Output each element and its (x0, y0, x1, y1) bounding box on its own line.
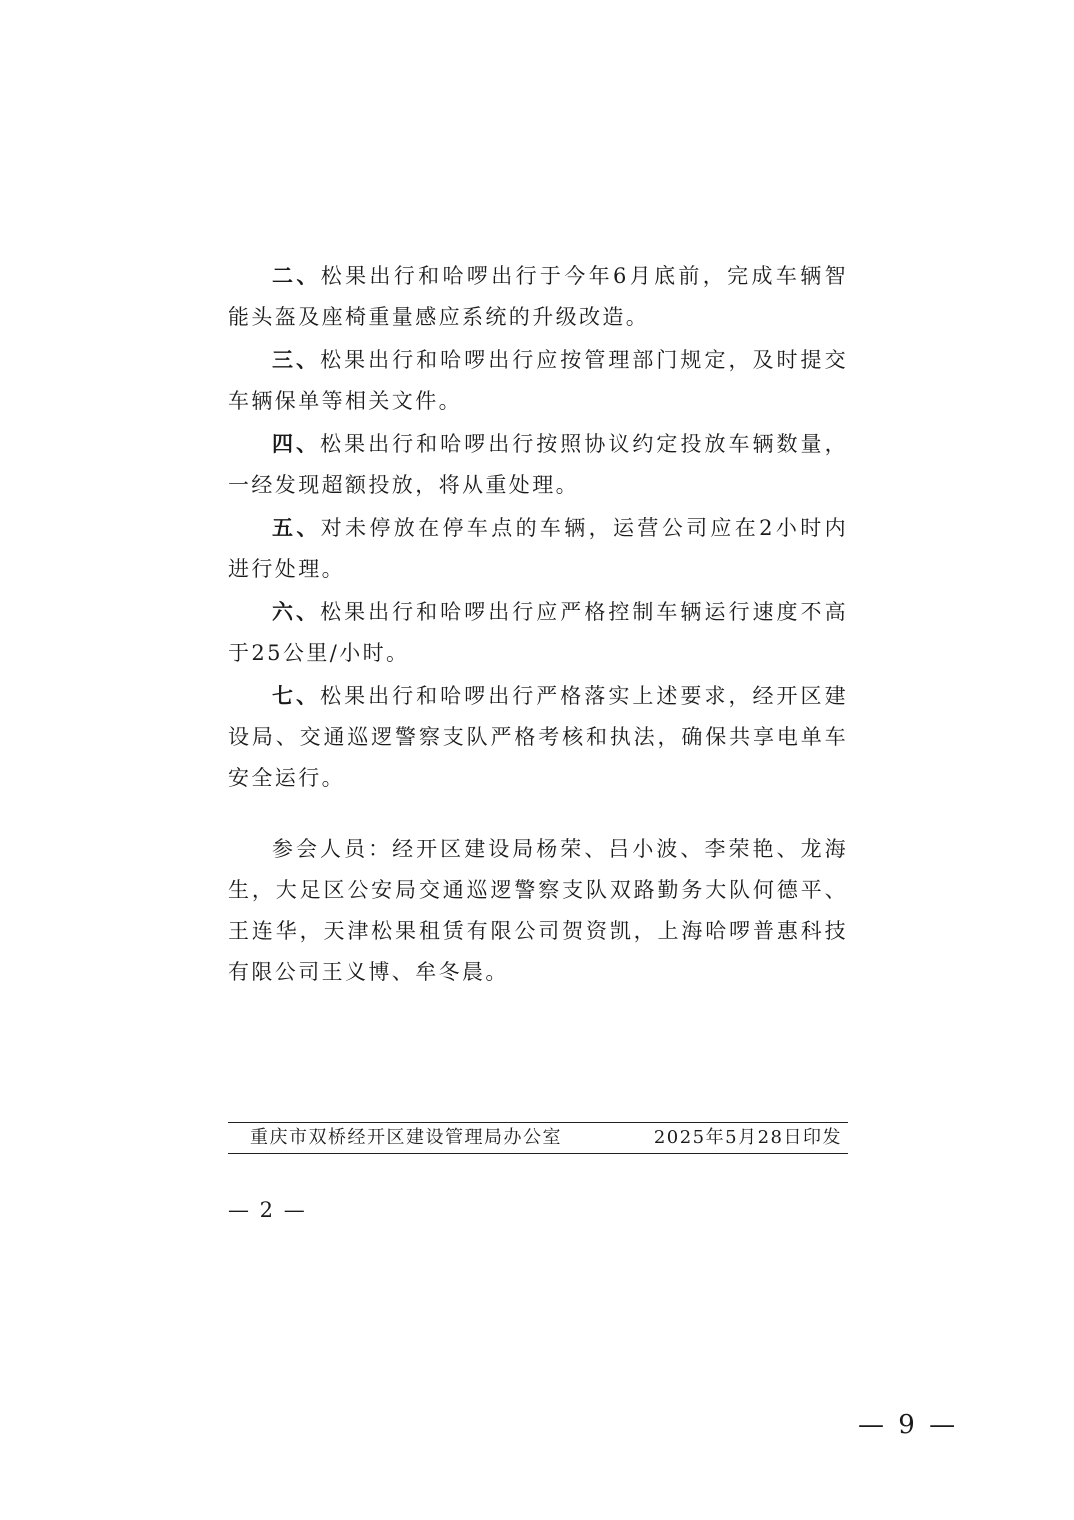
paragraph-6 (228, 592, 848, 674)
paragraph-number: 二、 (272, 264, 321, 288)
paragraph-text: 对未停放在停车点的车辆，运营公司应在2小时内进行处理。 (228, 516, 848, 581)
inner-page-number: — 2 — (228, 1198, 307, 1222)
paragraph-text: 松果出行和哈啰出行应严格控制车辆运行速度不高于25公里/小时。 (228, 600, 848, 665)
issuer-name: 重庆市双桥经开区建设管理局办公室 (250, 1127, 562, 1148)
issue-date: 2025年5月28日印发 (653, 1127, 842, 1148)
paragraph-text: 松果出行和哈啰出行于今年6月底前，完成车辆智能头盔及座椅重量感应系统的升级改造。 (228, 264, 848, 329)
paragraph-number: 七、 (272, 684, 321, 708)
paragraph-text: 松果出行和哈啰出行严格落实上述要求，经开区建设局、交通巡逻警察支队严格考核和执法，确保共享电单车安全运行。 (228, 684, 848, 790)
paragraph-number: 五、 (272, 516, 321, 540)
paragraph-5 (228, 508, 848, 590)
paragraph-4 (228, 424, 848, 506)
paragraph-text: 松果出行和哈啰出行应按管理部门规定，及时提交车辆保单等相关文件。 (228, 348, 848, 413)
paragraph-number: 四、 (272, 432, 321, 456)
paragraph-number: 三、 (272, 348, 321, 372)
issuance-footer (228, 1122, 848, 1154)
attendees-paragraph: 参会人员：经开区建设局杨荣、吕小波、李荣艳、龙海生，大足区公安局交通巡逻警察支队双路勤务大队何德平、王连华，天津松果租赁有限公司贺资凯，上海哈啰普惠科技有限公司王义博、牟冬晨。 (228, 837, 848, 984)
paragraph-2 (228, 256, 848, 338)
paragraph-7 (228, 676, 848, 799)
paragraph-number: 六、 (272, 600, 321, 624)
paragraph-text: 松果出行和哈啰出行按照协议约定投放车辆数量，一经发现超额投放，将从重处理。 (228, 432, 848, 497)
document-body (228, 256, 848, 995)
paragraph-3 (228, 340, 848, 422)
outer-page-number: — 9 — (858, 1410, 959, 1440)
